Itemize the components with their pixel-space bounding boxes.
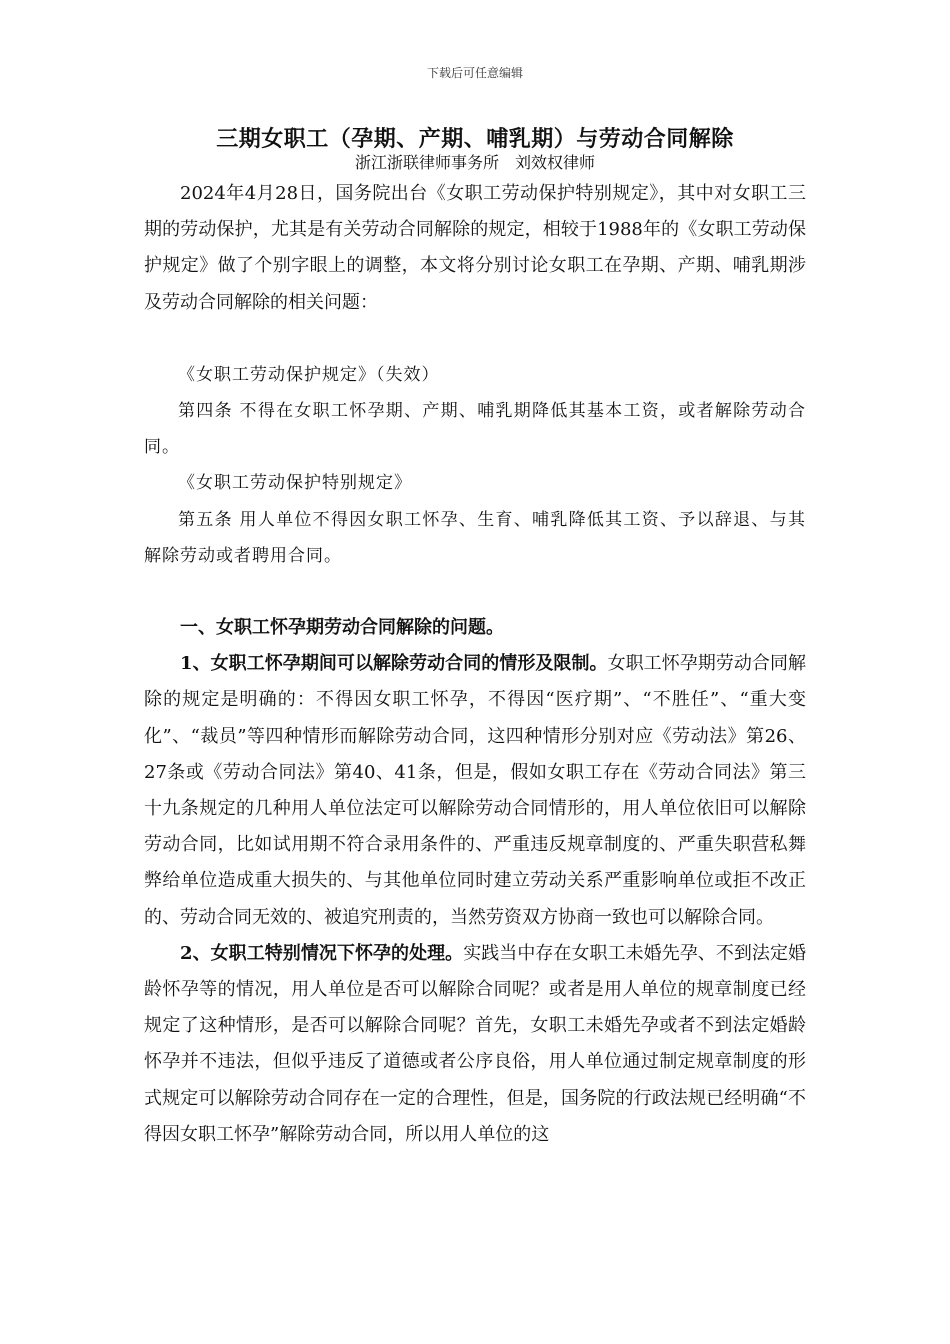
- header-note: 下载后可任意编辑: [426, 66, 523, 80]
- section-heading-text: 一、女职工怀孕期劳动合同解除的问题。: [180, 617, 504, 639]
- spacer: [144, 574, 806, 610]
- new-regulation-title: 《女职工劳动保护特别规定》: [178, 473, 412, 494]
- author-line: [0, 150, 950, 173]
- paragraph-2: [144, 936, 806, 1153]
- new-regulation-article: 第五条 用人单位不得因女职工怀孕、生育、哺乳降低其工资、予以辞退、与其解除劳动或者聘用合同。: [144, 509, 806, 566]
- document-body: [144, 176, 806, 1153]
- paragraph-1: [144, 646, 806, 936]
- paragraph-2-lead: 2、女职工特别情况下怀孕的处理。: [180, 942, 464, 964]
- intro-paragraph: 2024年4月28日，国务院出台《女职工劳动保护特别规定》，其中对女职工三期的劳动保护，尤其是有关劳动合同解除的规定，相较于1988年的《女职工劳动保护规定》做了个别字眼上的调整，本文将分别讨论女职工在孕期、产期、哺乳期涉及劳动合同解除的相关问题：: [144, 183, 806, 313]
- document-title: 三期女职工（孕期、产期、哺乳期）与劳动合同解除: [216, 126, 734, 152]
- section-heading: [144, 610, 806, 646]
- author-name: 刘效权律师: [515, 153, 596, 172]
- spacer: [144, 321, 806, 357]
- old-regulation-title: 《女职工劳动保护规定》（失效）: [178, 364, 440, 385]
- old-regulation-article: 第四条 不得在女职工怀孕期、产期、哺乳期降低其基本工资，或者解除劳动合同。: [144, 401, 806, 458]
- paragraph-2-body: 实践当中存在女职工未婚先孕、不到法定婚龄怀孕等的情况，用人单位是否可以解除合同呢？或者是用人单位的规章制度已经规定了这种情形，是否可以解除合同呢？首先，女职工未婚先孕或者不到法定婚龄怀孕并不违法，但似乎违反了道德或者公序良俗，用人单位通过制定规章制度的形式规定可以解除劳动合同存在一定的合理性，但是，国务院的行政法规已经明确“不得因女职工怀孕”解除劳动合同，所以用人单位的这: [144, 942, 806, 1145]
- paragraph-1-lead: 1、女职工怀孕期间可以解除劳动合同的情形及限制。: [180, 653, 608, 675]
- paragraph-1-body: 女职工怀孕期劳动合同解除的规定是明确的：不得因女职工怀孕，不得因“医疗期”、“不胜任”、“重大变化”、“裁员”等四种情形而解除劳动合同，这四种情形分别对应《劳动法》第26、27条或《劳动合同法》第40、41条，但是，假如女职工存在《劳动合同法》第三十九条规定的几种用人单位法定可以解除劳动合同情形的，用人单位依旧可以解除劳动合同，比如试用期不符合录用条件的、严重违反规章制度的、严重失职营私舞弊给单位造成重大损失的、与其他单位同时建立劳动关系严重影响单位或拒不改正的、劳动合同无效的、被追究刑责的，当然劳资双方协商一致也可以解除合同。: [144, 653, 806, 928]
- law-firm: 浙江浙联律师事务所: [354, 153, 499, 172]
